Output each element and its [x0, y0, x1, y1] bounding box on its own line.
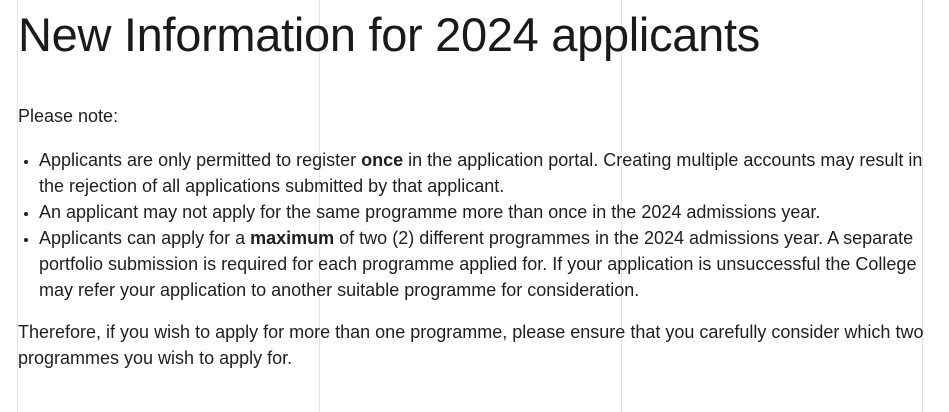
list-item	[39, 199, 938, 225]
list-item	[39, 225, 938, 303]
list-item	[39, 147, 938, 199]
closing-paragraph: Therefore, if you wish to apply for more than one programme, please ensure that you carefully consider which two programmes you wish to apply for.	[18, 322, 924, 368]
bullet-text: Applicants are only permitted to register	[39, 150, 362, 170]
emphasis-text: maximum	[250, 228, 335, 248]
note-label: Please note:	[18, 106, 119, 126]
emphasis-text: once	[361, 150, 404, 170]
bullet-text: of two (2) different programmes in the 2024 admissions year. A separate portfolio submission is required for each programme applied for. If your application is unsuccessful the College may refer your application to another suitable programme for consideration.	[39, 228, 917, 300]
bullet-text: Applicants can apply for a	[39, 228, 251, 248]
bullet-text: An applicant may not apply for the same programme more than once in the 2024 admissions year.	[39, 202, 821, 222]
page-title: New Information for 2024 applicants	[18, 8, 760, 61]
main-content	[18, 0, 938, 371]
bullet-text: in the application portal. Creating multiple accounts may result in the rejection of all applications submitted by that applicant.	[39, 150, 923, 196]
info-bullet-list	[18, 147, 938, 303]
